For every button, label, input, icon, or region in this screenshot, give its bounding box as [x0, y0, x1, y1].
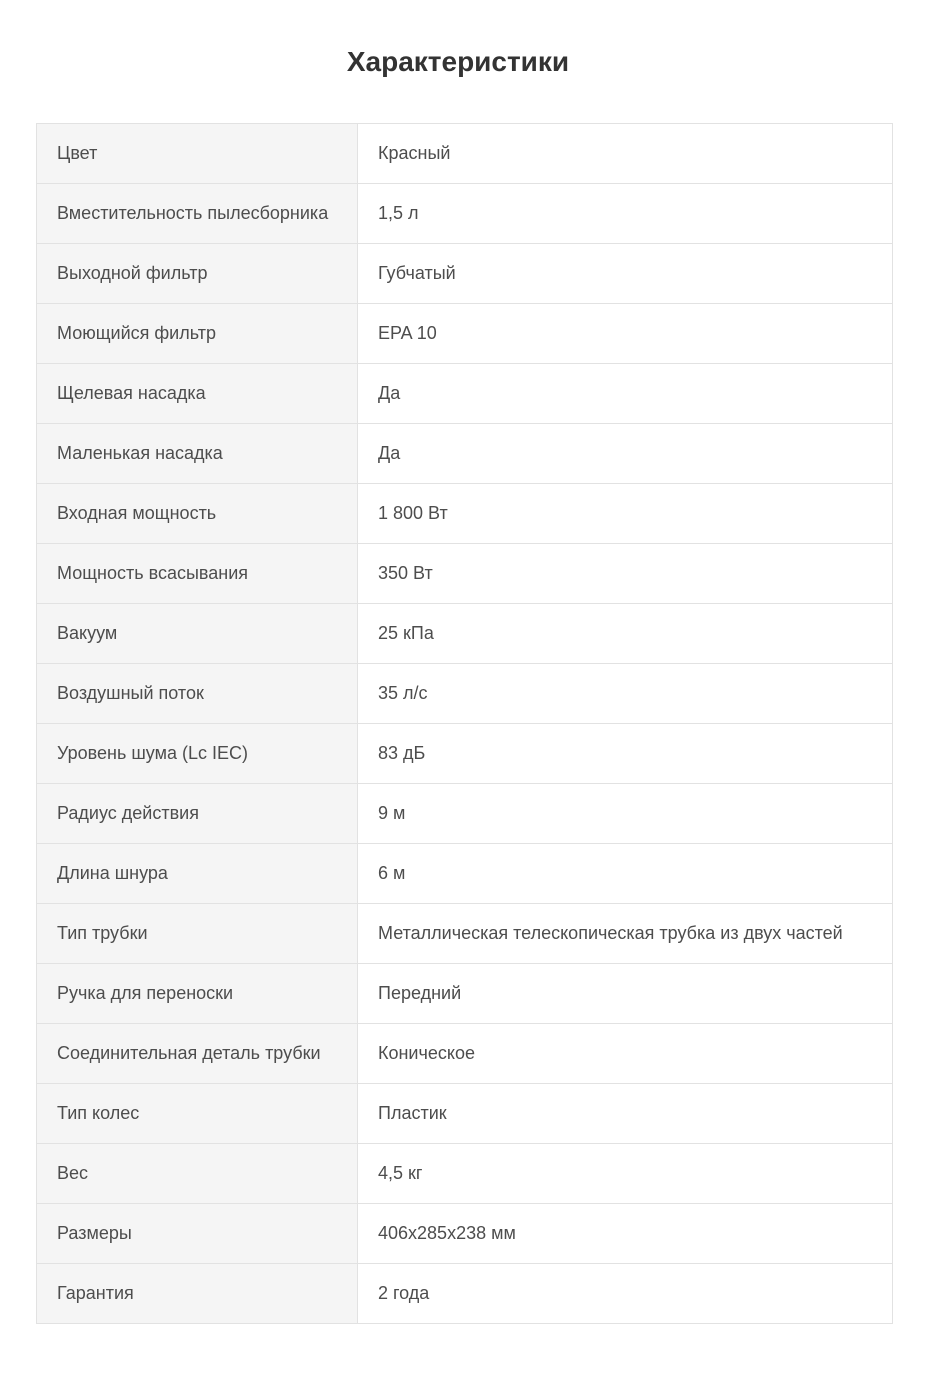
table-row [37, 1264, 893, 1324]
spec-label: Размеры [37, 1204, 358, 1264]
table-row [37, 184, 893, 244]
spec-value: 4,5 кг [358, 1144, 893, 1204]
spec-label: Гарантия [37, 1264, 358, 1324]
spec-value: Пластик [358, 1084, 893, 1144]
spec-value: 25 кПа [358, 604, 893, 664]
table-row [37, 304, 893, 364]
spec-value: 2 года [358, 1264, 893, 1324]
spec-label: Тип трубки [37, 904, 358, 964]
page-title: Характеристики [346, 46, 570, 77]
spec-value: 350 Вт [358, 544, 893, 604]
table-row [37, 664, 893, 724]
spec-label: Соединительная деталь трубки [37, 1024, 358, 1084]
spec-label: Ручка для переноски [37, 964, 358, 1024]
spec-label: Мощность всасывания [37, 544, 358, 604]
table-row [37, 544, 893, 604]
spec-label: Щелевая насадка [37, 364, 358, 424]
table-row [37, 1024, 893, 1084]
spec-label: Моющийся фильтр [37, 304, 358, 364]
spec-value: Да [358, 364, 893, 424]
spec-value: EPA 10 [358, 304, 893, 364]
table-row [37, 124, 893, 184]
spec-label: Длина шнура [37, 844, 358, 904]
spec-label: Вес [37, 1144, 358, 1204]
spec-value: 9 м [358, 784, 893, 844]
table-row [37, 604, 893, 664]
spec-value: Красный [358, 124, 893, 184]
table-row [37, 784, 893, 844]
spec-label: Входная мощность [37, 484, 358, 544]
table-row [37, 364, 893, 424]
table-row [37, 484, 893, 544]
table-row [37, 244, 893, 304]
spec-value: Губчатый [358, 244, 893, 304]
spec-label: Вместительность пылесборника [37, 184, 358, 244]
specs-table [36, 123, 893, 1324]
spec-value: 1 800 Вт [358, 484, 893, 544]
spec-value: 6 м [358, 844, 893, 904]
table-row [37, 1084, 893, 1144]
specs-table-body [37, 124, 893, 1324]
spec-value: 1,5 л [358, 184, 893, 244]
spec-label: Цвет [37, 124, 358, 184]
spec-value: Металлическая телескопическая трубка из двух частей [358, 904, 893, 964]
spec-value: 35 л/с [358, 664, 893, 724]
spec-label: Воздушный поток [37, 664, 358, 724]
spec-label: Уровень шума (Lc IEC) [37, 724, 358, 784]
spec-label: Выходной фильтр [37, 244, 358, 304]
table-row [37, 1144, 893, 1204]
spec-value: 406x285x238 мм [358, 1204, 893, 1264]
table-row [37, 424, 893, 484]
table-row [37, 1204, 893, 1264]
spec-value: Да [358, 424, 893, 484]
spec-value: 83 дБ [358, 724, 893, 784]
spec-value: Коническое [358, 1024, 893, 1084]
table-row [37, 724, 893, 784]
spec-label: Маленькая насадка [37, 424, 358, 484]
table-row [37, 964, 893, 1024]
table-row [37, 904, 893, 964]
spec-label: Тип колес [37, 1084, 358, 1144]
spec-label: Вакуум [37, 604, 358, 664]
spec-label: Радиус действия [37, 784, 358, 844]
spec-value: Передний [358, 964, 893, 1024]
table-row [37, 844, 893, 904]
